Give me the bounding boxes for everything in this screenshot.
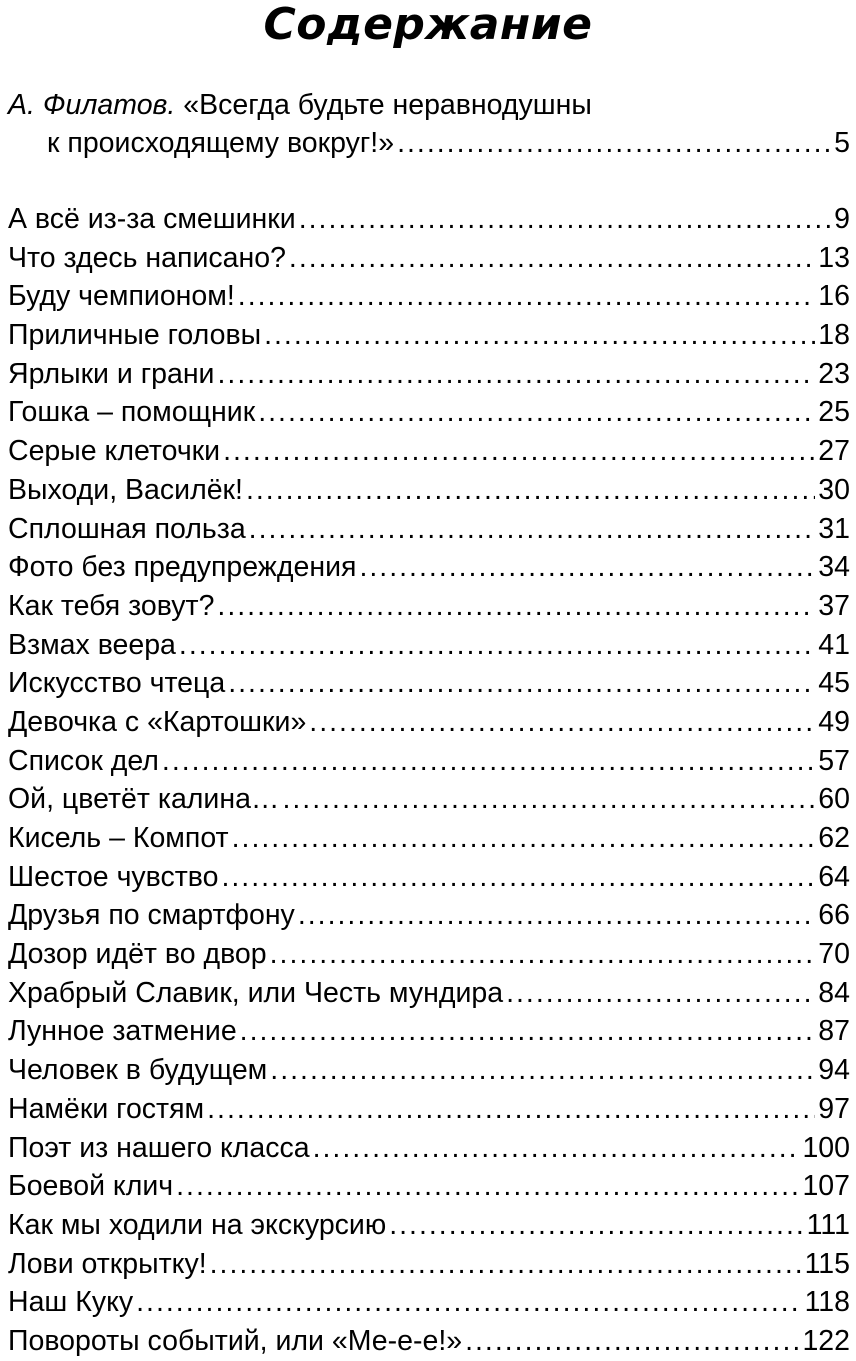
dot-leader	[249, 510, 816, 549]
toc-entry-page-number: 45	[818, 667, 850, 700]
dot-leader	[238, 277, 816, 316]
toc-entry-title: Фото без предупреждения	[8, 551, 357, 584]
dot-leader	[217, 355, 815, 394]
dot-leader	[270, 935, 816, 974]
toc-entry-page-number: 31	[818, 512, 850, 545]
toc-entry-title: Боевой клич	[8, 1170, 174, 1203]
dot-leader	[210, 1245, 802, 1284]
toc-entry-title: Повороты событий, или «Ме-е-е!»	[8, 1324, 463, 1357]
dot-leader	[298, 896, 815, 935]
toc-entry-title: Друзья по смартфону	[8, 899, 295, 932]
toc-entry-page-number: 27	[818, 435, 850, 468]
toc-entry[interactable]	[8, 896, 850, 935]
toc-entry-title: А всё из-за смешинки	[8, 203, 296, 235]
toc-entry-page-number: 100	[802, 1131, 850, 1164]
toc-entry-page-number: 34	[818, 551, 850, 584]
toc-entry-title: Кисель – Компот	[8, 822, 229, 854]
dot-leader	[465, 1322, 799, 1361]
toc-entry-page-number: 84	[818, 976, 850, 1009]
dot-leader	[223, 432, 815, 471]
toc-entry-page-number: 62	[818, 822, 850, 854]
toc-entry-page-number: 87	[818, 1015, 850, 1048]
toc-entry-page-number: 30	[818, 473, 850, 506]
toc-entry[interactable]	[8, 974, 850, 1013]
toc-entry-title: Буду чемпионом!	[8, 280, 235, 313]
toc-entry[interactable]	[8, 1167, 850, 1206]
toc-entry[interactable]	[8, 626, 850, 665]
toc-entry-title: Как мы ходили на экскурсию	[8, 1208, 387, 1241]
toc-entry-page-number: 13	[818, 241, 850, 274]
toc-entry-title: Приличные головы	[8, 319, 262, 352]
dot-leader	[264, 316, 815, 355]
toc-entry-page-number: 111	[806, 1208, 850, 1241]
toc-entry-title: Лунное затмение	[8, 1015, 237, 1048]
dot-leader	[217, 587, 815, 626]
toc-entry[interactable]	[8, 935, 850, 974]
dot-leader	[506, 974, 815, 1013]
toc-intro-entry[interactable]	[8, 86, 850, 163]
dot-leader	[232, 819, 816, 858]
toc-entry-title: Ярлыки и грани	[8, 357, 215, 390]
toc-entry-title: Выходи, Василёк!	[8, 473, 243, 506]
toc-entry[interactable]	[8, 858, 850, 897]
toc-entry[interactable]	[8, 664, 850, 703]
toc-entry-page-number: 41	[818, 628, 850, 661]
toc-entry-page-number: 115	[804, 1247, 850, 1280]
intro-author: А. Филатов.	[8, 89, 176, 121]
intro-title-line1	[8, 86, 850, 124]
toc-entry-page-number: 107	[802, 1170, 850, 1203]
toc-entry-title: Взмах веера	[8, 628, 176, 661]
toc-entry[interactable]	[8, 239, 850, 278]
intro-title-line2-row	[8, 124, 850, 163]
toc-entry-page-number: 64	[818, 860, 850, 893]
toc-entry[interactable]	[8, 780, 850, 819]
toc-entry-title: Список дел	[8, 744, 159, 777]
dot-leader	[282, 780, 815, 819]
toc-entry-title: Шестое чувство	[8, 860, 219, 893]
dot-leader	[240, 1012, 816, 1051]
dot-leader	[389, 1206, 803, 1245]
toc-entry[interactable]	[8, 548, 850, 587]
toc-entry[interactable]	[8, 1206, 850, 1245]
toc-entry-title: Серые клеточки	[8, 435, 221, 468]
toc-entry-page-number: 16	[818, 280, 850, 313]
toc-entry[interactable]	[8, 432, 850, 471]
dot-leader	[179, 626, 815, 665]
toc-entry[interactable]	[8, 1129, 850, 1168]
dot-leader	[397, 124, 831, 163]
toc-entry[interactable]	[8, 510, 850, 549]
toc-entry-title: Лови открытку!	[8, 1247, 207, 1280]
intro-page-number: 5	[834, 127, 850, 159]
toc-entry-title: Поэт из нашего класса	[8, 1131, 310, 1164]
dot-leader	[162, 742, 815, 781]
toc-entry-page-number: 49	[818, 705, 850, 738]
toc-entry-title: Человек в будущем	[8, 1054, 268, 1087]
toc-entry[interactable]	[8, 819, 850, 858]
toc-entry-title: Наш Куку	[8, 1286, 134, 1319]
toc-list	[8, 200, 850, 1361]
toc-entry-page-number: 60	[818, 783, 850, 816]
toc-entry[interactable]	[8, 1090, 850, 1129]
toc-entry[interactable]	[8, 1012, 850, 1051]
toc-entry-page-number: 66	[818, 899, 850, 932]
toc-entry-page-number: 37	[818, 589, 850, 622]
toc-entry[interactable]	[8, 587, 850, 626]
dot-leader	[246, 471, 815, 510]
dot-leader	[309, 703, 815, 742]
toc-entry[interactable]	[8, 200, 850, 239]
dot-leader	[228, 664, 815, 703]
toc-entry[interactable]	[8, 277, 850, 316]
toc-entry-page-number: 118	[804, 1286, 850, 1319]
toc-entry-page-number: 9	[834, 203, 850, 235]
toc-entry[interactable]	[8, 316, 850, 355]
toc-entry-title: Ой, цветёт калина…	[8, 783, 280, 816]
toc-entry-page-number: 18	[818, 319, 850, 352]
toc-entry-page-number: 70	[818, 938, 850, 971]
page-title: Содержание	[263, 0, 593, 50]
dot-leader	[207, 1090, 815, 1129]
intro-title-part2: к происходящему вокруг!»	[47, 127, 395, 159]
toc-entry-title: Девочка с «Картошки»	[8, 705, 307, 738]
dot-leader	[359, 548, 815, 587]
toc-entry-page-number: 57	[818, 744, 850, 777]
toc-entry-title: Что здесь написано?	[8, 241, 286, 274]
dot-leader	[270, 1051, 815, 1090]
toc-entry-title: Намёки гостям	[8, 1092, 205, 1125]
toc-entry-page-number: 122	[802, 1324, 850, 1357]
toc-entry-title: Сплошная польза	[8, 512, 246, 545]
toc-entry[interactable]	[8, 742, 850, 781]
toc-entry-title: Искусство чтеца	[8, 667, 226, 700]
dot-leader	[258, 393, 815, 432]
toc-entry-page-number: 25	[818, 396, 850, 429]
toc-entry[interactable]	[8, 393, 850, 432]
toc-entry[interactable]	[8, 703, 850, 742]
toc-entry[interactable]	[8, 471, 850, 510]
toc-entry-title: Как тебя зовут?	[8, 589, 215, 622]
toc-entry-title: Дозор идёт во двор	[8, 938, 267, 971]
toc-entry-page-number: 97	[818, 1092, 850, 1125]
dot-leader	[221, 858, 815, 897]
dot-leader	[176, 1167, 799, 1206]
dot-leader	[136, 1283, 801, 1322]
dot-leader	[289, 239, 815, 278]
toc-entry-title: Храбрый Славик, или Честь мундира	[8, 976, 504, 1009]
toc-entry[interactable]	[8, 1245, 850, 1284]
dot-leader	[313, 1129, 800, 1168]
toc-entry[interactable]	[8, 1322, 850, 1361]
toc-entry-page-number: 94	[818, 1054, 850, 1087]
toc-entry[interactable]	[8, 355, 850, 394]
dot-leader	[299, 200, 831, 239]
toc-entry-page-number: 23	[818, 357, 850, 390]
intro-title-part1: «Всегда будьте неравнодушны	[183, 89, 592, 121]
toc-entry[interactable]	[8, 1283, 850, 1322]
toc-entry-title: Гошка – помощник	[8, 396, 256, 429]
toc-entry[interactable]	[8, 1051, 850, 1090]
